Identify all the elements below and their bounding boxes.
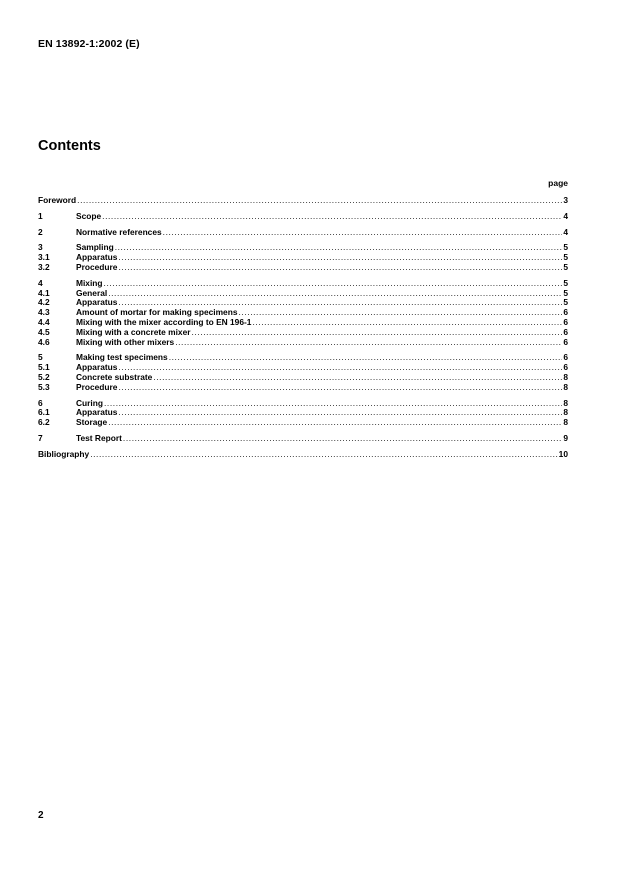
toc-dot-leader bbox=[252, 318, 562, 328]
toc-entry[interactable] bbox=[38, 408, 568, 418]
toc-page-number: 8 bbox=[563, 397, 568, 408]
toc-page-number: 8 bbox=[563, 417, 568, 428]
toc-entry[interactable] bbox=[38, 243, 568, 253]
toc-section-number: 4.1 bbox=[38, 287, 50, 298]
toc-page-number: 5 bbox=[563, 242, 568, 253]
toc-section-title: Apparatus bbox=[76, 362, 118, 373]
toc-page-number: 9 bbox=[563, 432, 568, 443]
toc-page-number: 6 bbox=[563, 326, 568, 337]
toc-dot-leader bbox=[118, 408, 562, 418]
toc-page-number: 5 bbox=[563, 297, 568, 308]
toc-section-number: 5.3 bbox=[38, 381, 50, 392]
toc-page-number: 6 bbox=[563, 336, 568, 347]
toc-dot-leader bbox=[153, 373, 562, 383]
toc-page-number: 4 bbox=[563, 226, 568, 237]
toc-section-title: Making test specimens bbox=[76, 352, 168, 363]
toc-entry[interactable] bbox=[38, 450, 568, 460]
toc-section-title: Bibliography bbox=[38, 448, 90, 459]
toc-section-number: 6.2 bbox=[38, 417, 50, 428]
toc-dot-leader bbox=[108, 418, 562, 428]
toc-page-number: 5 bbox=[563, 261, 568, 272]
toc-page-number: 8 bbox=[563, 381, 568, 392]
toc-dot-leader bbox=[118, 363, 562, 373]
toc-section-number: 4.6 bbox=[38, 336, 50, 347]
toc-page-number: 3 bbox=[563, 195, 568, 205]
toc-dot-leader bbox=[77, 196, 562, 206]
toc-entry[interactable] bbox=[38, 399, 568, 409]
toc-section-title: Apparatus bbox=[76, 297, 118, 308]
toc-section-number: 3.2 bbox=[38, 261, 50, 272]
toc-dot-leader bbox=[123, 434, 562, 444]
toc-dot-leader bbox=[90, 450, 557, 460]
toc-section-title: General bbox=[76, 287, 108, 298]
toc-section-number: 6 bbox=[38, 397, 43, 408]
toc-dot-leader bbox=[104, 279, 563, 289]
toc-entry[interactable] bbox=[38, 263, 568, 273]
toc-section-number: 7 bbox=[38, 432, 43, 443]
toc-dot-leader bbox=[169, 353, 563, 363]
toc-section-title: Sampling bbox=[76, 242, 114, 253]
toc-entry[interactable] bbox=[38, 418, 568, 428]
toc-entry[interactable] bbox=[38, 253, 568, 263]
toc-dot-leader bbox=[118, 253, 562, 263]
toc-entry[interactable] bbox=[38, 212, 568, 222]
toc-dot-leader bbox=[118, 263, 562, 273]
toc-page-number: 5 bbox=[563, 287, 568, 298]
toc-section-number: 2 bbox=[38, 226, 43, 237]
toc-section-number: 3.1 bbox=[38, 252, 50, 263]
toc-section-number: 1 bbox=[38, 210, 43, 221]
toc-section-number: 5 bbox=[38, 352, 43, 363]
page-column-label: page bbox=[548, 178, 568, 188]
toc-section-title: Concrete substrate bbox=[76, 371, 153, 382]
toc-section-title: Scope bbox=[76, 210, 102, 221]
toc-dot-leader bbox=[108, 289, 562, 299]
toc-section-title: Apparatus bbox=[76, 407, 118, 418]
toc-entry[interactable] bbox=[38, 289, 568, 299]
toc-entry[interactable] bbox=[38, 279, 568, 289]
toc-entry[interactable] bbox=[38, 196, 568, 206]
toc-section-number: 6.1 bbox=[38, 407, 50, 418]
toc-page-number: 10 bbox=[558, 448, 568, 459]
toc-page-number: 5 bbox=[563, 277, 568, 288]
toc-dot-leader bbox=[102, 212, 562, 222]
toc-section-title: Storage bbox=[76, 417, 108, 428]
toc-dot-leader bbox=[163, 228, 563, 238]
toc-section-number: 3 bbox=[38, 242, 43, 253]
toc-section-title: Normative references bbox=[76, 226, 162, 237]
toc-entry[interactable] bbox=[38, 338, 568, 348]
toc-section-number: 4.2 bbox=[38, 297, 50, 308]
toc-dot-leader bbox=[118, 383, 562, 393]
toc-section-title: Foreword bbox=[38, 195, 77, 205]
toc-dot-leader bbox=[192, 328, 563, 338]
table-of-contents bbox=[38, 196, 568, 460]
toc-page-number: 8 bbox=[563, 371, 568, 382]
toc-section-number: 5.2 bbox=[38, 371, 50, 382]
toc-entry[interactable] bbox=[38, 383, 568, 393]
toc-section-title: Mixing with a concrete mixer bbox=[76, 326, 191, 337]
page-title: Contents bbox=[38, 138, 101, 154]
toc-page-number: 6 bbox=[563, 352, 568, 363]
toc-section-number: 4 bbox=[38, 277, 43, 288]
document-header: EN 13892-1:2002 (E) bbox=[38, 38, 140, 50]
toc-entry[interactable] bbox=[38, 228, 568, 238]
toc-page-number: 6 bbox=[563, 307, 568, 318]
toc-section-title: Mixing with the mixer according to EN 196-1 bbox=[76, 316, 252, 327]
toc-dot-leader bbox=[175, 338, 562, 348]
toc-page-number: 4 bbox=[563, 210, 568, 221]
toc-page-number: 8 bbox=[563, 407, 568, 418]
toc-dot-leader bbox=[238, 308, 562, 318]
toc-section-title: Apparatus bbox=[76, 252, 118, 263]
page-number: 2 bbox=[38, 810, 44, 821]
toc-section-number: 5.1 bbox=[38, 362, 50, 373]
toc-dot-leader bbox=[115, 243, 563, 253]
toc-section-title: Test Report bbox=[76, 432, 122, 443]
toc-page-number: 5 bbox=[563, 252, 568, 263]
toc-entry[interactable] bbox=[38, 353, 568, 363]
toc-page-number: 6 bbox=[563, 316, 568, 327]
toc-page-number: 6 bbox=[563, 362, 568, 373]
toc-section-number: 4.4 bbox=[38, 316, 50, 327]
toc-section-title: Mixing bbox=[76, 277, 103, 288]
toc-section-title: Mixing with other mixers bbox=[76, 336, 175, 347]
toc-section-title: Curing bbox=[76, 397, 103, 408]
toc-section-title: Procedure bbox=[76, 381, 118, 392]
toc-entry[interactable] bbox=[38, 434, 568, 444]
toc-entry[interactable] bbox=[38, 373, 568, 383]
toc-section-number: 4.3 bbox=[38, 307, 50, 318]
toc-section-number: 4.5 bbox=[38, 326, 50, 337]
toc-dot-leader bbox=[104, 399, 562, 409]
toc-section-title: Procedure bbox=[76, 261, 118, 272]
toc-section-title: Amount of mortar for making specimens bbox=[76, 307, 238, 318]
